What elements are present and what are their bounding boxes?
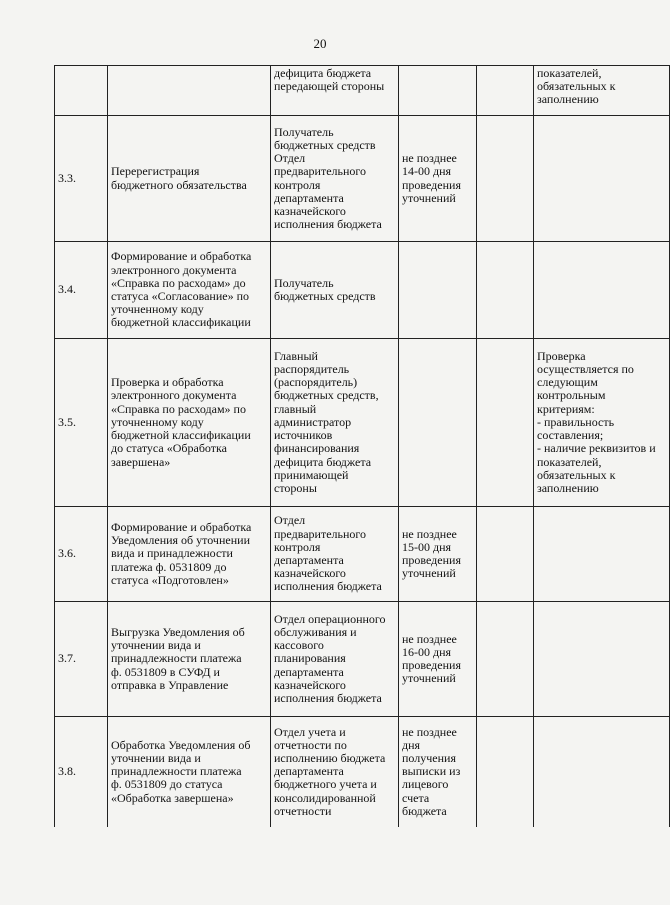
cell-number — [55, 66, 108, 116]
cell-action: Обработка Уведомления об уточнении вида и принадлежности платежа ф. 0531809 до статуса «Обработка завершена» — [108, 717, 271, 827]
cell-action: Выгрузка Уведомления об уточнении вида и принадлежности платежа ф. 0531809 в СУФД и отправка в Управление — [108, 602, 271, 717]
cell-action: Формирование и обработка Уведомления об уточнении вида и принадлежности платежа ф. 0531809 до статуса «Подготовлен» — [108, 507, 271, 602]
cell-note — [534, 507, 670, 602]
cell-term — [399, 242, 477, 339]
cell-result — [477, 242, 534, 339]
cell-performer: дефицита бюджета передающей стороны — [271, 66, 399, 116]
table-row — [55, 602, 670, 717]
table-row — [55, 507, 670, 602]
cell-performer: Получатель бюджетных средств — [271, 242, 399, 339]
cell-result — [477, 116, 534, 242]
cell-action: Перерегистрация бюджетного обязательства — [108, 116, 271, 242]
cell-note — [534, 717, 670, 827]
cell-note — [534, 116, 670, 242]
cell-result — [477, 339, 534, 507]
cell-action — [108, 66, 271, 116]
cell-performer: Отдел предварительного контроля департамента казначейского исполнения бюджета — [271, 507, 399, 602]
cell-term — [399, 339, 477, 507]
cell-result — [477, 602, 534, 717]
cell-term: не позднее 15-00 дня проведения уточнений — [399, 507, 477, 602]
cell-result — [477, 507, 534, 602]
cell-performer: Получатель бюджетных средств Отдел предварительного контроля департамента казначейского исполнения бюджета — [271, 116, 399, 242]
cell-term: не позднее 14-00 дня проведения уточнений — [399, 116, 477, 242]
cell-note: Проверка осуществляется по следующим контрольным критериям: - правильность составления; - наличие реквизитов и показателей, обязательных к заполнению — [534, 339, 670, 507]
page-number: 20 — [313, 36, 327, 51]
table-row — [55, 66, 670, 116]
cell-number: 3.3. — [55, 116, 108, 242]
table-row — [55, 116, 670, 242]
table-row — [55, 339, 670, 507]
cell-performer: Отдел операционного обслуживания и кассового планирования департамента казначейского исполнения бюджета — [271, 602, 399, 717]
table-row — [55, 717, 670, 827]
cell-number: 3.5. — [55, 339, 108, 507]
cell-term — [399, 66, 477, 116]
cell-number: 3.6. — [55, 507, 108, 602]
cell-note — [534, 242, 670, 339]
table-row — [55, 242, 670, 339]
procedure-table — [54, 65, 670, 827]
cell-number: 3.4. — [55, 242, 108, 339]
cell-result — [477, 66, 534, 116]
cell-number: 3.8. — [55, 717, 108, 827]
cell-term: не позднее дня получения выписки из лицевого счета бюджета — [399, 717, 477, 827]
cell-action: Проверка и обработка электронного документа «Справка по расходам» по уточненному коду бюджетной классификации до статуса «Обработка завершена» — [108, 339, 271, 507]
cell-note: показателей, обязательных к заполнению — [534, 66, 670, 116]
cell-performer: Отдел учета и отчетности по исполнению бюджета департамента бюджетного учета и консолидированной отчетности — [271, 717, 399, 827]
cell-number: 3.7. — [55, 602, 108, 717]
cell-result — [477, 717, 534, 827]
cell-performer: Главный распорядитель (распорядитель) бюджетных средств, главный администратор источников финансирования дефицита бюджета принимающей стороны — [271, 339, 399, 507]
cell-action: Формирование и обработка электронного документа «Справка по расходам» до статуса «Согласование» по уточненному коду бюджетной классификации — [108, 242, 271, 339]
cell-note — [534, 602, 670, 717]
cell-term: не позднее 16-00 дня проведения уточнений — [399, 602, 477, 717]
